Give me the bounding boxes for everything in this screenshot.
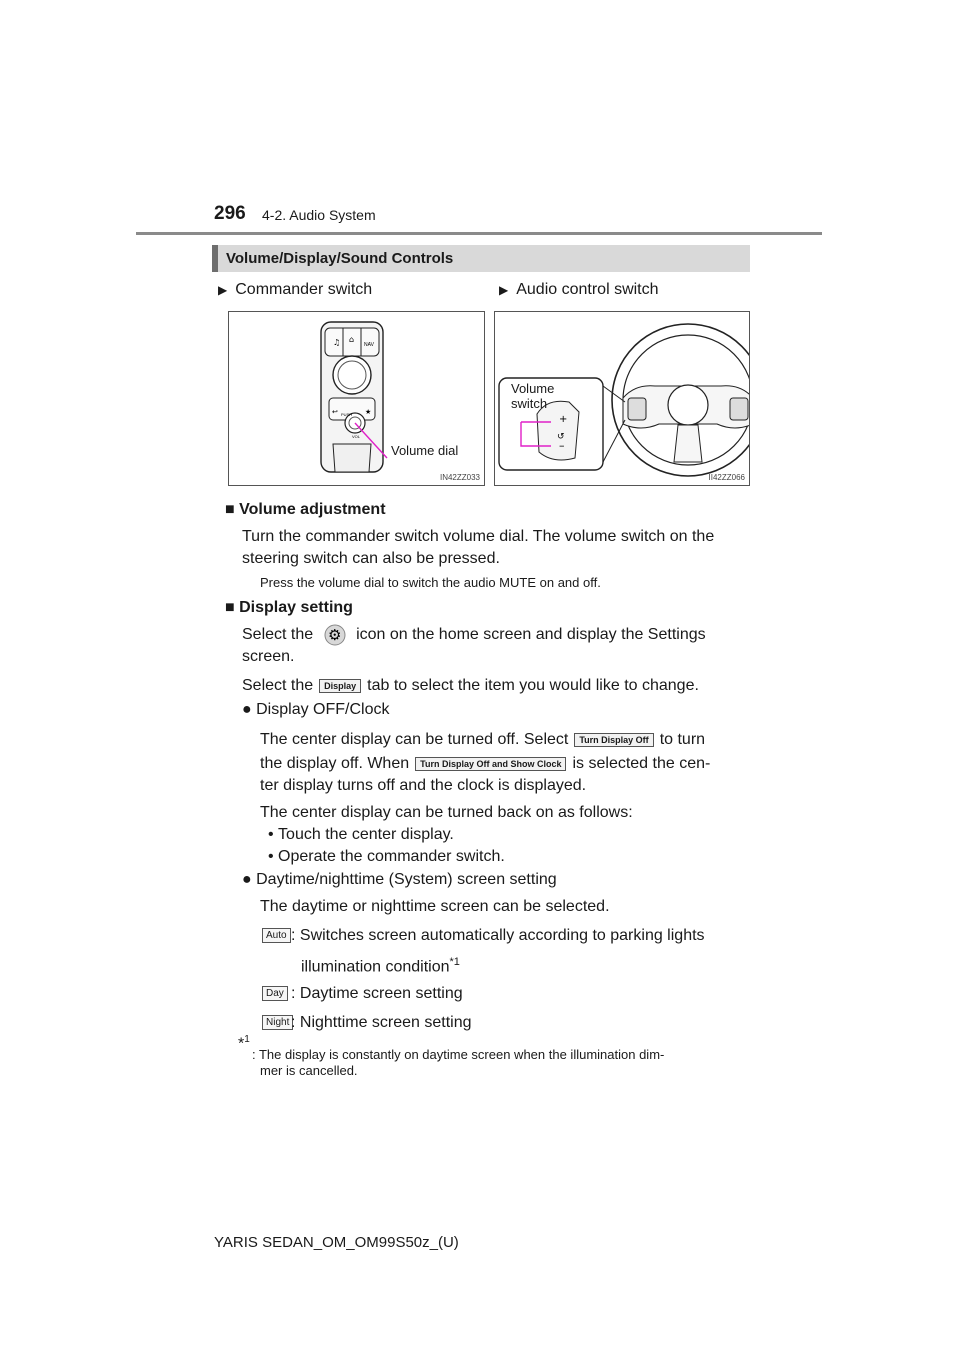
night-description: : Nighttime screen setting — [291, 1014, 472, 1031]
turn-display-off-show-clock-button[interactable]: Turn Display Off and Show Clock — [415, 757, 566, 771]
svg-text:★: ★ — [365, 408, 372, 416]
list-item: • Touch the center display. — [268, 826, 454, 843]
footnote-mark: *$^1$ — [238, 1034, 250, 1053]
night-button[interactable]: Night — [262, 1015, 293, 1030]
auto-button[interactable]: Auto — [262, 928, 291, 943]
figure-code: IN42ZZ033 — [439, 473, 480, 482]
auto-description: : Switches screen automatically according to parking lights — [291, 927, 705, 944]
arrow-right-icon: ▶ — [218, 283, 228, 297]
audio-switch-figure — [494, 311, 750, 486]
dot-bullet-icon: ● — [242, 871, 252, 888]
display-heading: ■ Display setting — [225, 599, 353, 616]
footnote-line1: : The display is constantly on daytime screen when the illumination dim- — [252, 1047, 665, 1062]
svg-text:⚙: ⚙ — [327, 626, 342, 644]
commander-switch-illustration — [229, 312, 484, 485]
figure-code: II42ZZ066 — [708, 473, 745, 482]
svg-text:VOL: VOL — [352, 434, 361, 439]
callout-volume-dial: Volume dial — [391, 443, 459, 458]
volume-note: Press the volume dial to switch the audio MUTE on and off. — [260, 575, 601, 590]
volume-text: Turn the commander switch volume dial. The volume switch on the steering switch can also be pressed. — [242, 528, 715, 567]
day-button[interactable]: Day — [262, 986, 288, 1001]
header-rule — [136, 232, 822, 235]
display-line1c: screen. — [242, 648, 295, 665]
svg-text:NAV: NAV — [364, 342, 374, 348]
display-tab-button[interactable]: Display — [319, 679, 361, 693]
footer-doc-id: YARIS SEDAN_OM_OM99S50z_(U) — [214, 1234, 459, 1251]
turn-display-off-button[interactable]: Turn Display Off — [574, 733, 653, 747]
svg-text:↩: ↩ — [332, 408, 338, 416]
caption-commander: ▶ Commander switch — [218, 281, 373, 298]
display-off-line4: The center display can be turned back on as follows: — [260, 804, 633, 821]
bullet-daynight: ● Daytime/nighttime (System) screen setting — [242, 871, 557, 888]
page-number: 296 — [214, 203, 246, 224]
svg-text:⌂: ⌂ — [349, 335, 355, 344]
footnote-line2: mer is cancelled. — [260, 1063, 358, 1078]
commander-switch-figure — [228, 311, 485, 486]
day-description: : Daytime screen setting — [291, 985, 463, 1002]
svg-text:+: + — [559, 414, 568, 425]
dot-bullet-icon: ● — [242, 701, 252, 718]
caption-audio-switch: ▶ Audio control switch — [499, 281, 659, 298]
svg-text:–: – — [559, 439, 565, 452]
display-line1: Select the ⚙ icon on the home screen and display the Settings — [242, 626, 706, 644]
display-off-line2: the display off. When Turn Display Off and Show Clock is selected the cen- — [260, 755, 711, 772]
settings-gear-icon — [318, 624, 352, 646]
section-bar-accent — [212, 245, 218, 272]
square-bullet-icon: ■ — [225, 501, 235, 518]
svg-text:↺: ↺ — [557, 432, 565, 442]
svg-text:PUSH: PUSH — [341, 412, 353, 417]
section-bar — [212, 245, 750, 272]
volume-heading: ■ Volume adjustment — [225, 501, 386, 518]
auto-description-2: illumination condition$^{*1}$ — [301, 956, 460, 976]
callout-volume-switch: Volume switch — [511, 381, 555, 411]
square-bullet-icon: ■ — [225, 599, 235, 616]
section-title: 4-2. Audio System — [262, 207, 376, 223]
display-off-line3: ter display turns off and the clock is displayed. — [260, 777, 587, 794]
bullet-display-off: ● Display OFF/Clock — [242, 701, 390, 718]
display-line2: Select the Display tab to select the item you would like to change. — [242, 677, 699, 694]
display-off-line1: The center display can be turned off. Select Turn Display Off to turn — [260, 731, 706, 748]
list-item: • Operate the commander switch. — [268, 848, 505, 865]
daynight-line1: The daytime or nighttime screen can be selected. — [260, 898, 610, 915]
section-bar-title: Volume/Display/Sound Controls — [226, 250, 454, 267]
svg-text:♫: ♫ — [333, 338, 341, 347]
arrow-right-icon: ▶ — [499, 283, 509, 297]
